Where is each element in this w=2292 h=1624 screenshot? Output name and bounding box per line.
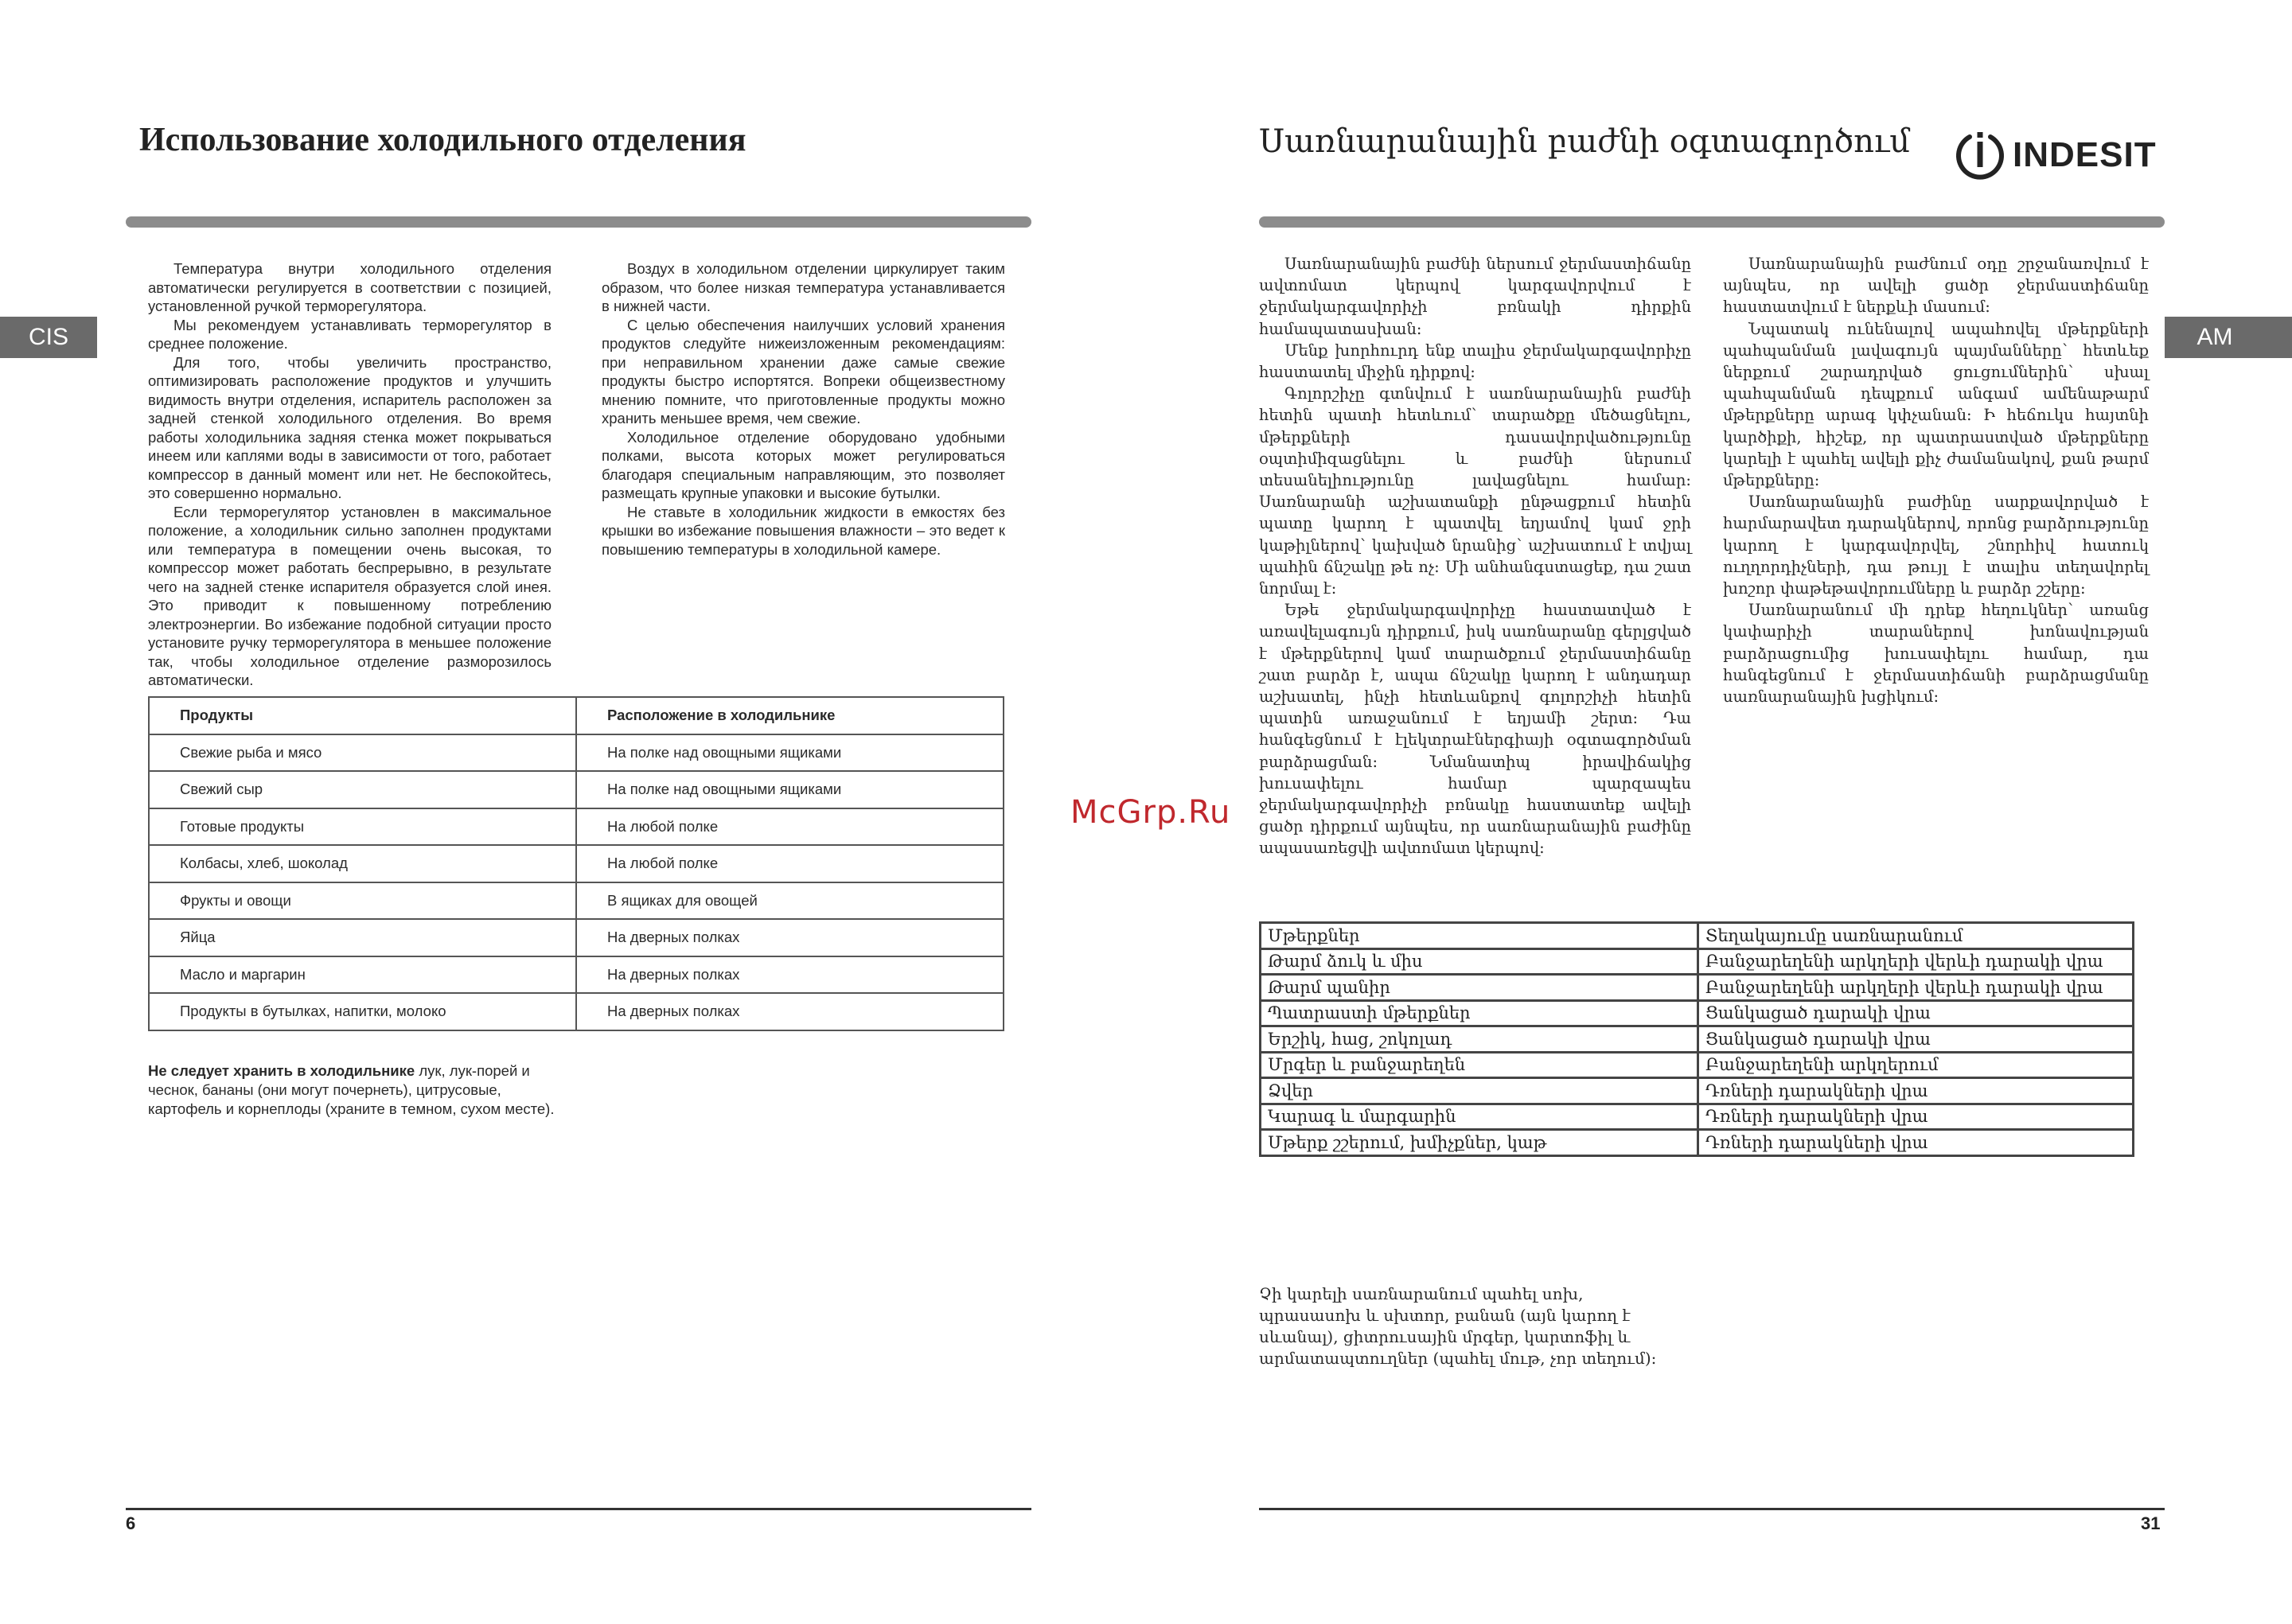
table-cell: Դռների դարակների վրա — [1698, 1130, 2134, 1156]
table-row — [1261, 948, 2134, 975]
table-cell: На любой полке — [576, 808, 1004, 846]
table-cell: Свежий сыр — [149, 771, 576, 808]
logo-text: INDESIT — [2013, 135, 2157, 174]
table-row — [149, 808, 1004, 846]
table-cell: Ցանկացած դարակի վրա — [1698, 1000, 2134, 1026]
table-cell: Մրգեր և բանջարեղեն — [1261, 1052, 1698, 1078]
table-row — [1261, 1078, 2134, 1104]
table-row — [1261, 1104, 2134, 1130]
table-row — [149, 919, 1004, 956]
storage-table-ru — [148, 696, 1004, 1031]
table-row — [1261, 1130, 2134, 1156]
table-cell: Երշիկ, հաց, շոկոլադ — [1261, 1026, 1698, 1053]
paragraph: Если терморегулятор установлен в максимальное положение, а холодильник сильно заполнен продуктами или температура в помещении очень высокая, то компрессор может работать беспрерывно, в результате чего на задней стенке испарителя образуется слой инея. Это приводит к повышенному потреблению электроэнергии. Во избежание подобной ситуации просто установите ручку терморегулятора в меньшее положение так, чтобы холодильное отделение разморозилось автоматически. — [148, 503, 552, 688]
language-tab-am — [2165, 317, 2292, 358]
paragraph: С целью обеспечения наилучших условий хранения продуктов следуйте нижеизложенным рекомендациям: при неправильном хранении даже самые свежие продукты быстро испортятся. Вопреки общеизвестному мнению помните, что приготовленные продукты можно хранить меньшее время, чем свежие. — [602, 316, 1005, 426]
storage-table-am — [1259, 921, 2134, 1157]
paragraph: Եթե ջերմակարգավորիչը հաստատված է առավելագույն դիրքում, իսկ սառնարանը գերլցված է մթերքներով կամ տարածքում ջերմաստիճանը շատ բարձր է, ապա ճնշակը կարող է անդադար աշխատել, ինչի հետևանքով գոլորշիչի հետին պատին առաջանում է եղյամի շերտ: Դա հանգեցնում է էլեկտրաէներգիայի օգտագործման բարձրացման: Նմանատիպ իրավիճակից խուսափելու համար պարզապես ջերմակարգավորիչի բռնակը հաստատեք ավելի ցածր դիրքում այնպես, որ սառնարանային բաժինը ապասառեցվի ավտոմատ կերպով: — [1259, 601, 1691, 858]
table-cell: Դռների դարակների վրա — [1698, 1078, 2134, 1104]
table-cell: Բանջարեղենի արկղերում — [1698, 1052, 2134, 1078]
paragraph: Для того, чтобы увеличить пространство, оптимизировать расположение продуктов и улучшить видимость внутри отделения, испаритель расположен за задней стенкой холодильного отделения. Во время работы холодильника задняя стенка может покрываться инеем или каплями воды в зависимости от того, работает компрессор в данный момент или нет. Не беспокойтесь, это совершенно нормально. — [148, 353, 552, 501]
paragraph: Холодильное отделение оборудовано удобными полками, высота которых может регулироваться благодаря специальным направляющим, это позволяет размещать крупные упаковки и высокие бутылки. — [602, 428, 1005, 501]
header-bar-left — [126, 216, 1031, 228]
paragraph: Мы рекомендуем устанавливать терморегулятор в среднее положение. — [148, 316, 552, 352]
table-header-cell: Продукты — [149, 697, 576, 734]
table-cell: Продукты в бутылках, напитки, молоко — [149, 993, 576, 1030]
table-cell: Фрукты и овощи — [149, 882, 576, 920]
table-cell: На любой полке — [576, 845, 1004, 882]
table-row — [1261, 975, 2134, 1001]
table-cell: Դռների դարակների վրա — [1698, 1104, 2134, 1130]
table-row — [1261, 1052, 2134, 1078]
table-row — [1261, 1000, 2134, 1026]
table-cell: Կարագ և մարգարին — [1261, 1104, 1698, 1130]
table-cell: В ящиках для овощей — [576, 882, 1004, 920]
page-title-ru: Использование холодильного отделения — [139, 122, 746, 158]
table-cell: Яйца — [149, 919, 576, 956]
table-header-cell: Расположение в холодильнике — [576, 697, 1004, 734]
table-row — [149, 771, 1004, 808]
paragraph: Մենք խորհուրդ ենք տալիս ջերմակարգավորիչը հաստատել միջին դիրքով: — [1259, 341, 1691, 382]
table-cell: Բանջարեղենի արկղերի վերևի դարակի վրա — [1698, 948, 2134, 975]
table-cell: На полке над овощными ящиками — [576, 734, 1004, 772]
table-cell: Готовые продукты — [149, 808, 576, 846]
tab-label: AM — [2196, 324, 2233, 350]
table-header-row — [1261, 923, 2134, 949]
note-bold: Не следует хранить в холодильнике — [148, 1062, 415, 1079]
page-number-right: 31 — [2141, 1513, 2161, 1533]
storage-note-ru — [148, 1061, 555, 1119]
indesit-logo — [1954, 127, 2161, 183]
table-cell: Колбасы, хлеб, шоколад — [149, 845, 576, 882]
am-text-column-1 — [1259, 253, 1691, 859]
footer-line-left — [126, 1508, 1031, 1510]
page-title-am: Սառնարանային բաժնի օգտագործում — [1259, 123, 1911, 160]
table-row — [149, 882, 1004, 920]
footer-line-right — [1259, 1508, 2165, 1510]
table-cell: На полке над овощными ящиками — [576, 771, 1004, 808]
table-row — [149, 993, 1004, 1030]
table-cell: Թարմ ձուկ և միս — [1261, 948, 1698, 975]
page-number-left: 6 — [126, 1513, 136, 1533]
paragraph: Не ставьте в холодильник жидкости в емкостях без крышки во избежание повышения влажности – это ведет к повышению температуры в холодильной камере. — [602, 503, 1005, 558]
table-header-cell: Տեղակայումը սառնարանում — [1698, 923, 2134, 949]
watermark: McGrp.Ru — [1070, 794, 1231, 831]
table-cell: Մթերք շշերում, խմիչքներ, կաթ — [1261, 1130, 1698, 1156]
table-row — [1261, 1026, 2134, 1053]
ru-text-column-2 — [602, 259, 1005, 559]
table-header-cell: Մթերքներ — [1261, 923, 1698, 949]
indesit-logo-icon — [1954, 129, 2006, 181]
table-cell: На дверных полках — [576, 956, 1004, 994]
table-header-row — [149, 697, 1004, 734]
table-cell: Масло и маргарин — [149, 956, 576, 994]
table-row — [149, 845, 1004, 882]
table-cell: Ձվեր — [1261, 1078, 1698, 1104]
table-cell: Բանջարեղենի արկղերի վերևի դարակի վրա — [1698, 975, 2134, 1001]
paragraph: Воздух в холодильном отделении циркулирует таким образом, что более низкая температура устанавливается в нижней части. — [602, 260, 1005, 314]
paragraph: Температура внутри холодильного отделения автоматически регулируется в соответствии с позицией, установленной ручкой терморегулятора. — [148, 260, 552, 314]
header-bar-right — [1259, 216, 2165, 228]
paragraph: Սառնարանում մի դրեք հեղուկներ՝ առանց կափարիչի տարաներով խոնավության բարձրացումից խուսափելու համար, դա հանգեցնում է ջերմաստիճանի բարձրացմանը սառնարանային խցիկում: — [1723, 601, 2149, 707]
language-tab-cis — [0, 317, 97, 358]
tab-label: CIS — [28, 324, 68, 350]
storage-note-am: Չի կարելի սառնարանում պահել սոխ, պրասասոխ և սխտոր, բանան (այն կարող է սևանալ), ցիտրուսային մրգեր, կարտոֆիլ և արմատապտուղներ (պահել մութ, չոր տեղում): — [1259, 1284, 1657, 1368]
table-cell: Свежие рыба и мясо — [149, 734, 576, 772]
paragraph: Նպատակ ունենալով ապահովել մթերքների պահպանման լավագույն պայմանները՝ հետևեք ներքում շարադրված ցուցումներին՝ սխալ պահպանման դեպքում անգամ ամենաթարմ մթերքները արագ կփչանան: Ի հեճուկս հայտնի կարծիքի, հիշեք, որ պատրաստված մթերքները կարելի է պահել ավելի քիչ ժամանակով, քան թարմ մթերքները: — [1723, 319, 2149, 490]
note-text: лук, лук-порей и чеснок, бананы (они могут почернеть), цитрусовые, картофель и корнеплоды (храните в темном, сухом месте). — [148, 1062, 555, 1117]
table-cell: На дверных полках — [576, 993, 1004, 1030]
table-cell: Ցանկացած դարակի վրա — [1698, 1026, 2134, 1053]
paragraph: Գոլորշիչը գտնվում է սառնարանային բաժնի հետին պատի հետևում՝ տարածքը մեծացնելու, մթերքների դասավորվածությունը օպտիմիզացնելու և բաժնի ներսում տեսանելիությունը լավացնելու համար: Սառնարանի աշխատանքի ընթացքում հետին պատը կարող է պատվել եղյամով կամ ջրի կաթիլներով՝ կախված նրանից՝ աշխատում է տվյալ պահին ճնշակը թե ոչ: Մի անհանգստացեք, դա շատ նորմալ է: — [1259, 384, 1691, 598]
table-cell: Պատրաստի մթերքներ — [1261, 1000, 1698, 1026]
table-cell: Թարմ պանիր — [1261, 975, 1698, 1001]
table-cell: На дверных полках — [576, 919, 1004, 956]
ru-text-column-1 — [148, 259, 552, 690]
paragraph: Սառնարանային բաժինը սարքավորված է հարմարավետ դարակներով, որոնց բարձրությունը կարող է կարգավորվել, շնորհիվ հատուկ ուղղորդիչների, դա թույլ է տալիս տեղավորել խոշոր փաթեթավորումները և բարձր շշերը: — [1723, 493, 2149, 598]
paragraph: Սառնարանային բաժնում օդը շրջանառվում է այնպես, որ ավելի ցածր ջերմաստիճանը հաստատվում է ներքևի մասում: — [1723, 255, 2149, 317]
am-text-column-2 — [1723, 253, 2149, 707]
table-row — [149, 734, 1004, 772]
table-row — [149, 956, 1004, 994]
paragraph: Սառնարանային բաժնի ներսում ջերմաստիճանը ավտոմատ կերպով կարգավորվում է ջերմակարգավորիչի բռնակի դիրքին համապատասխան: — [1259, 255, 1691, 338]
